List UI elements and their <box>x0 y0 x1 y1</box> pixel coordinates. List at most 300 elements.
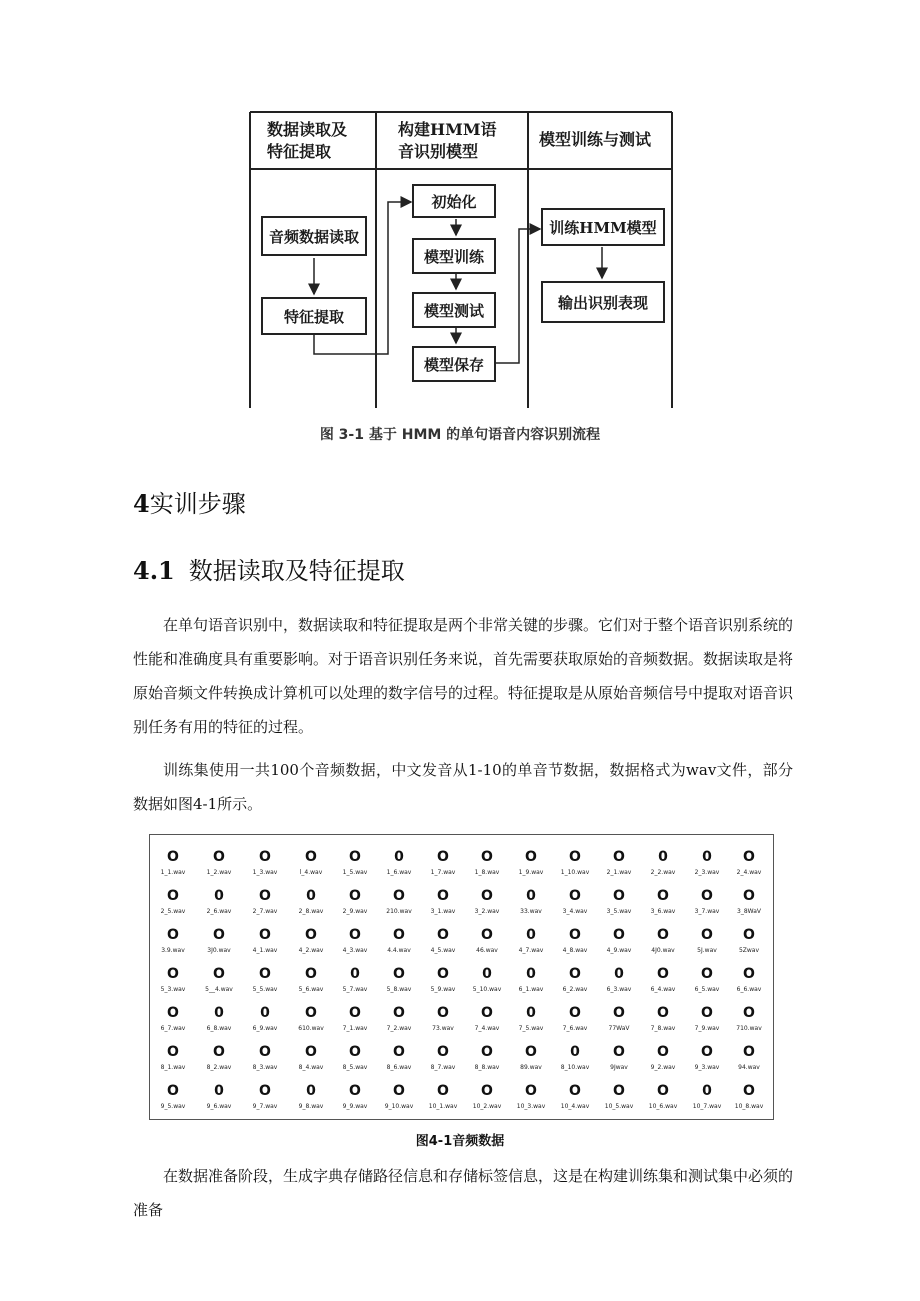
audio-file-item[interactable] <box>641 966 685 994</box>
audio-file-name: 94.wav <box>738 1064 760 1071</box>
audio-file-name: 6_7.wav <box>160 1025 186 1032</box>
audio-file-icon: O <box>349 1044 361 1060</box>
audio-file-item[interactable] <box>243 888 287 916</box>
audio-file-icon: O <box>349 1083 361 1099</box>
audio-file-icon: 0 <box>570 1044 580 1060</box>
audio-file-name: 7_5.wav <box>518 1025 544 1032</box>
audio-file-item[interactable] <box>465 1044 509 1072</box>
audio-file-item[interactable] <box>197 1044 241 1072</box>
audio-file-icon: O <box>481 888 493 904</box>
audio-file-icon: 0 <box>658 849 668 865</box>
audio-file-name: 2_3.wav <box>694 869 720 876</box>
audio-file-item[interactable] <box>333 1005 377 1033</box>
audio-file-icon: O <box>743 966 755 982</box>
figure-3-1-flowchart <box>249 111 673 409</box>
audio-file-icon: O <box>437 1044 449 1060</box>
audio-file-item[interactable] <box>421 1005 465 1033</box>
audio-file-icon: 0 <box>526 1005 536 1021</box>
audio-file-icon: O <box>349 1005 361 1021</box>
audio-file-item[interactable] <box>727 927 771 955</box>
audio-file-item[interactable] <box>197 888 241 916</box>
audio-file-name: 1_7.wav <box>430 869 456 876</box>
audio-file-item[interactable] <box>509 1083 553 1111</box>
audio-file-name: 2_7.wav <box>252 908 278 915</box>
audio-file-item[interactable] <box>509 927 553 955</box>
audio-file-item[interactable] <box>377 888 421 916</box>
audio-file-item[interactable] <box>641 849 685 877</box>
audio-file-icon: O <box>437 966 449 982</box>
audio-file-name: 10_4.wav <box>560 1103 590 1110</box>
audio-file-item[interactable] <box>685 849 729 877</box>
audio-file-name: 9_6.wav <box>206 1103 232 1110</box>
audio-file-item[interactable] <box>151 966 195 994</box>
audio-file-name: 4_9.wav <box>606 947 632 954</box>
audio-file-item[interactable] <box>421 966 465 994</box>
audio-file-name: 3_5.wav <box>606 908 632 915</box>
audio-file-icon: O <box>167 927 179 943</box>
audio-file-item[interactable] <box>377 1083 421 1111</box>
audio-file-icon: O <box>437 888 449 904</box>
audio-file-name: 9_9.wav <box>342 1103 368 1110</box>
audio-file-item[interactable] <box>597 849 641 877</box>
audio-file-item[interactable] <box>685 1044 729 1072</box>
node-output-results: 输出识别表现 <box>541 281 665 323</box>
audio-file-icon: O <box>481 849 493 865</box>
audio-file-icon: 0 <box>526 927 536 943</box>
audio-file-item[interactable] <box>727 849 771 877</box>
audio-file-icon: O <box>167 966 179 982</box>
audio-file-icon: 0 <box>350 966 360 982</box>
audio-file-item[interactable] <box>641 1005 685 1033</box>
audio-file-item[interactable] <box>553 927 597 955</box>
audio-file-name: 3_2.wav <box>474 908 500 915</box>
audio-file-icon: O <box>569 888 581 904</box>
audio-file-item[interactable] <box>243 1005 287 1033</box>
audio-file-icon: O <box>657 888 669 904</box>
audio-file-item[interactable] <box>553 849 597 877</box>
audio-file-icon: 0 <box>394 849 404 865</box>
audio-file-item[interactable] <box>289 927 333 955</box>
audio-file-icon: O <box>393 927 405 943</box>
audio-file-item[interactable] <box>509 888 553 916</box>
figure-3-1-caption: 图 3-1 基于 HMM 的单句语音内容识别流程 <box>319 427 601 443</box>
audio-file-item[interactable] <box>421 1044 465 1072</box>
node-save-model: 模型保存 <box>412 346 496 382</box>
audio-file-icon: O <box>305 1044 317 1060</box>
audio-file-item[interactable] <box>421 1083 465 1111</box>
audio-file-name: 9_3.wav <box>694 1064 720 1071</box>
audio-file-icon: O <box>393 966 405 982</box>
audio-file-icon: O <box>613 1005 625 1021</box>
audio-file-icon: O <box>305 966 317 982</box>
audio-file-icon: O <box>213 927 225 943</box>
audio-file-item[interactable] <box>333 927 377 955</box>
audio-file-item[interactable] <box>333 1044 377 1072</box>
audio-file-item[interactable] <box>151 1083 195 1111</box>
audio-file-name: 5Zwav <box>738 947 760 954</box>
audio-file-name: 1_10.wav <box>560 869 590 876</box>
audio-file-name: 77WaV <box>608 1025 630 1032</box>
audio-file-icon: O <box>259 927 271 943</box>
audio-file-name: 7_9.wav <box>694 1025 720 1032</box>
audio-file-item[interactable] <box>377 849 421 877</box>
audio-file-name: 5_3.wav <box>160 986 186 993</box>
audio-file-icon: O <box>481 1005 493 1021</box>
audio-file-item[interactable] <box>197 927 241 955</box>
audio-file-icon: O <box>569 849 581 865</box>
audio-file-item[interactable] <box>197 1083 241 1111</box>
audio-file-name: 5_8.wav <box>386 986 412 993</box>
audio-file-item[interactable] <box>289 966 333 994</box>
audio-file-icon: O <box>743 849 755 865</box>
audio-file-icon: 0 <box>260 1005 270 1021</box>
audio-file-name: 1_8.wav <box>474 869 500 876</box>
audio-file-icon: O <box>701 966 713 982</box>
audio-file-name: 2_8.wav <box>298 908 324 915</box>
audio-file-name: 6_3.wav <box>606 986 632 993</box>
audio-file-name: 8_1.wav <box>160 1064 186 1071</box>
audio-file-item[interactable] <box>289 849 333 877</box>
audio-file-name: 2_5.wav <box>160 908 186 915</box>
audio-file-name: 73.wav <box>432 1025 454 1032</box>
audio-file-item[interactable] <box>421 849 465 877</box>
audio-file-item[interactable] <box>597 1044 641 1072</box>
audio-file-icon: O <box>259 1044 271 1060</box>
audio-file-icon: O <box>213 966 225 982</box>
audio-file-icon: 0 <box>702 1083 712 1099</box>
audio-file-item[interactable] <box>243 1044 287 1072</box>
audio-file-item[interactable] <box>727 1005 771 1033</box>
audio-file-item[interactable] <box>553 966 597 994</box>
audio-file-item[interactable] <box>597 966 641 994</box>
audio-file-item[interactable] <box>289 1005 333 1033</box>
audio-file-icon: O <box>167 1083 179 1099</box>
audio-file-name: 5_5.wav <box>252 986 278 993</box>
audio-file-item[interactable] <box>289 1083 333 1111</box>
audio-file-name: 2_9.wav <box>342 908 368 915</box>
audio-file-item[interactable] <box>553 1005 597 1033</box>
audio-file-item[interactable] <box>243 966 287 994</box>
audio-file-item[interactable] <box>197 966 241 994</box>
audio-file-item[interactable] <box>685 927 729 955</box>
audio-file-icon: 0 <box>214 1005 224 1021</box>
audio-file-icon: 0 <box>214 1083 224 1099</box>
audio-file-item[interactable] <box>465 849 509 877</box>
audio-file-item[interactable] <box>377 1005 421 1033</box>
audio-file-name: 3.9.wav <box>161 947 185 954</box>
audio-file-item[interactable] <box>243 1083 287 1111</box>
audio-file-icon: O <box>167 1005 179 1021</box>
audio-file-item[interactable] <box>553 888 597 916</box>
audio-file-item[interactable] <box>333 888 377 916</box>
audio-file-name: 4_7.wav <box>518 947 544 954</box>
audio-file-name: 6_1.wav <box>518 986 544 993</box>
audio-file-icon: O <box>167 849 179 865</box>
audio-file-icon: O <box>525 1083 537 1099</box>
audio-file-item[interactable] <box>333 849 377 877</box>
audio-file-icon: O <box>569 1005 581 1021</box>
audio-file-icon: O <box>613 849 625 865</box>
audio-file-icon: O <box>569 966 581 982</box>
audio-file-name: 2_2.wav <box>650 869 676 876</box>
audio-file-name: 8_8.wav <box>474 1064 500 1071</box>
audio-file-item[interactable] <box>151 888 195 916</box>
audio-file-name: 1_9.wav <box>518 869 544 876</box>
audio-file-icon: O <box>213 1044 225 1060</box>
audio-file-item[interactable] <box>333 966 377 994</box>
audio-file-icon: 0 <box>702 849 712 865</box>
audio-file-icon: O <box>305 927 317 943</box>
audio-file-name: 3_8WaV <box>737 908 761 915</box>
paragraph-intro: 在单句语音识别中，数据读取和特征提取是两个非常关键的步骤。它们对于整个语音识别系统的性能和准确度具有重要影响。对于语音识别任务来说，首先需要获取原始的音频数据。数据读取是将原始音频文件转换成计算机可以处理的数字信号的过程。特征提取是从原始音频信号中提取对语音识别任务有用的特征的过程。 <box>133 616 794 736</box>
audio-file-item[interactable] <box>509 849 553 877</box>
audio-file-item[interactable] <box>377 1044 421 1072</box>
audio-file-item[interactable] <box>509 1005 553 1033</box>
audio-file-icon: O <box>701 888 713 904</box>
node-init: 初始化 <box>412 184 496 218</box>
audio-file-name: 10_6.wav <box>648 1103 678 1110</box>
audio-file-name: 8_3.wav <box>252 1064 278 1071</box>
audio-file-name: 5J.wav <box>697 947 717 954</box>
audio-file-name: 9_8.wav <box>298 1103 324 1110</box>
audio-file-icon: O <box>437 849 449 865</box>
audio-file-item[interactable] <box>377 966 421 994</box>
audio-file-name: 3_7.wav <box>694 908 720 915</box>
section-4-title: 实训步骤 <box>149 490 246 518</box>
audio-file-icon: O <box>743 1005 755 1021</box>
audio-file-icon: O <box>393 1083 405 1099</box>
audio-file-icon: O <box>481 1044 493 1060</box>
audio-file-item[interactable] <box>641 888 685 916</box>
audio-file-icon: O <box>743 1044 755 1060</box>
audio-file-item[interactable] <box>509 966 553 994</box>
audio-file-item[interactable] <box>465 927 509 955</box>
audio-file-icon: O <box>613 888 625 904</box>
audio-file-icon: 0 <box>306 1083 316 1099</box>
audio-file-name: 4_5.wav <box>430 947 456 954</box>
audio-file-name: 8_4.wav <box>298 1064 324 1071</box>
audio-file-item[interactable] <box>727 1044 771 1072</box>
audio-file-icon: O <box>349 849 361 865</box>
audio-file-name: 1_5.wav <box>342 869 368 876</box>
audio-file-name: 6_9.wav <box>252 1025 278 1032</box>
audio-file-item[interactable] <box>151 1044 195 1072</box>
audio-file-name: 10_3.wav <box>516 1103 546 1110</box>
audio-file-icon: 0 <box>614 966 624 982</box>
audio-file-name: 46.wav <box>476 947 498 954</box>
lane-title-data-reading: 数据读取及 特征提取 <box>267 120 348 161</box>
audio-file-name: 7_2.wav <box>386 1025 412 1032</box>
audio-file-icon: O <box>701 1005 713 1021</box>
audio-file-icon: 0 <box>482 966 492 982</box>
audio-file-item[interactable] <box>243 927 287 955</box>
audio-file-icon: O <box>657 966 669 982</box>
audio-file-name: 6_2.wav <box>562 986 588 993</box>
audio-file-item[interactable] <box>421 927 465 955</box>
audio-file-name: 6_6.wav <box>736 986 762 993</box>
audio-file-name: 6_8.wav <box>206 1025 232 1032</box>
audio-file-name: 10_7.wav <box>692 1103 722 1110</box>
audio-file-icon: O <box>437 927 449 943</box>
audio-file-name: 2_4.wav <box>736 869 762 876</box>
audio-file-item[interactable] <box>641 1083 685 1111</box>
audio-file-name: 6_4.wav <box>650 986 676 993</box>
audio-file-icon: O <box>393 888 405 904</box>
audio-file-icon: O <box>657 1044 669 1060</box>
audio-file-name: 1_1.wav <box>160 869 186 876</box>
audio-file-item[interactable] <box>289 1044 333 1072</box>
section-4-1-heading <box>133 551 405 586</box>
audio-file-name: 4J0.wav <box>651 947 675 954</box>
paragraph-data-prep: 在数据准备阶段，生成字典存储路径信息和存储标签信息，这是在构建训练集和测试集中必须的准备 <box>133 1167 794 1219</box>
audio-file-item[interactable] <box>641 1044 685 1072</box>
audio-file-icon: O <box>569 1083 581 1099</box>
audio-file-name: 8_5.wav <box>342 1064 368 1071</box>
audio-file-icon: O <box>701 1044 713 1060</box>
audio-file-item[interactable] <box>553 1083 597 1111</box>
audio-file-item[interactable] <box>597 1083 641 1111</box>
audio-file-name: 8_2.wav <box>206 1064 232 1071</box>
audio-file-item[interactable] <box>151 849 195 877</box>
audio-file-icon: O <box>701 927 713 943</box>
audio-file-item[interactable] <box>197 1005 241 1033</box>
audio-file-item[interactable] <box>421 888 465 916</box>
audio-file-item[interactable] <box>727 966 771 994</box>
figure-4-1-caption: 图4-1音频数据 <box>415 1134 505 1149</box>
section-4-heading <box>133 484 246 519</box>
audio-file-name: 710.wav <box>736 1025 762 1032</box>
audio-file-item[interactable] <box>727 888 771 916</box>
audio-file-name: 10_1.wav <box>428 1103 458 1110</box>
audio-file-item[interactable] <box>597 888 641 916</box>
audio-file-icon: O <box>525 1044 537 1060</box>
node-train-hmm: 训练HMM模型 <box>541 208 665 246</box>
audio-file-icon: O <box>437 1083 449 1099</box>
lane-title-hmm-model: 构建HMM语 音识别模型 <box>398 120 497 161</box>
audio-file-name: 4_1.wav <box>252 947 278 954</box>
audio-file-name: 10_5.wav <box>604 1103 634 1110</box>
audio-file-name: 1_2.wav <box>206 869 232 876</box>
audio-file-item[interactable] <box>197 849 241 877</box>
audio-file-name: 7_8.wav <box>650 1025 676 1032</box>
audio-file-icon: O <box>657 927 669 943</box>
audio-file-icon: 0 <box>526 888 536 904</box>
audio-file-item[interactable] <box>641 927 685 955</box>
audio-file-name: 1_6.wav <box>386 869 412 876</box>
node-test-model: 模型测试 <box>412 292 496 328</box>
audio-file-item[interactable] <box>465 1083 509 1111</box>
audio-file-name: 89.wav <box>520 1064 542 1071</box>
audio-file-name: 9_10.wav <box>384 1103 414 1110</box>
section-4-number: 4 <box>133 489 150 518</box>
audio-file-item[interactable] <box>333 1083 377 1111</box>
audio-file-name: 2_6.wav <box>206 908 232 915</box>
audio-file-icon: O <box>613 1044 625 1060</box>
audio-file-item[interactable] <box>597 1005 641 1033</box>
audio-file-item[interactable] <box>553 1044 597 1072</box>
audio-file-icon: O <box>613 927 625 943</box>
audio-file-item[interactable] <box>465 1005 509 1033</box>
audio-file-icon: 0 <box>526 966 536 982</box>
paragraph-dataset: 训练集使用一共100个音频数据，中文发音从1-10的单音节数据，数据格式为wav文件，部分数据如图4-1所示。 <box>133 761 793 813</box>
audio-file-icon: O <box>167 888 179 904</box>
audio-file-icon: O <box>657 1083 669 1099</box>
audio-file-name: 210.wav <box>386 908 412 915</box>
audio-file-name: 7_1.wav <box>342 1025 368 1032</box>
audio-file-name: 1_3.wav <box>252 869 278 876</box>
audio-file-icon: O <box>525 849 537 865</box>
audio-file-icon: O <box>569 927 581 943</box>
audio-file-name: 8_6.wav <box>386 1064 412 1071</box>
audio-file-name: l_4.wav <box>299 869 323 876</box>
audio-file-name: 3_1.wav <box>430 908 456 915</box>
audio-file-item[interactable] <box>465 966 509 994</box>
audio-file-icon: O <box>349 888 361 904</box>
audio-file-icon: O <box>305 849 317 865</box>
audio-file-icon: O <box>167 1044 179 1060</box>
audio-file-item[interactable] <box>685 1083 729 1111</box>
audio-file-icon: O <box>481 1083 493 1099</box>
audio-file-name: 4_3.wav <box>342 947 368 954</box>
audio-file-name: 3_4.wav <box>562 908 588 915</box>
audio-file-icon: O <box>437 1005 449 1021</box>
audio-file-name: 6_5.wav <box>694 986 720 993</box>
audio-file-icon: O <box>305 1005 317 1021</box>
audio-file-icon: 0 <box>306 888 316 904</box>
audio-file-item[interactable] <box>727 1083 771 1111</box>
audio-file-item[interactable] <box>685 888 729 916</box>
audio-file-item[interactable] <box>685 966 729 994</box>
node-train-model: 模型训练 <box>412 238 496 274</box>
audio-file-item[interactable] <box>509 1044 553 1072</box>
audio-file-item[interactable] <box>597 927 641 955</box>
figure-4-1-audio-files <box>149 834 774 1120</box>
section-4-1-title: 数据读取及特征提取 <box>188 557 405 585</box>
audio-file-name: 3J0.wav <box>207 947 231 954</box>
audio-file-icon: O <box>393 1005 405 1021</box>
audio-file-icon: O <box>743 1083 755 1099</box>
audio-file-name: 5_10.wav <box>472 986 502 993</box>
audio-file-name: 33.wav <box>520 908 542 915</box>
audio-file-name: 2_1.wav <box>606 869 632 876</box>
audio-file-name: 7_6.wav <box>562 1025 588 1032</box>
audio-file-name: 5_7.wav <box>342 986 368 993</box>
audio-file-item[interactable] <box>289 888 333 916</box>
audio-file-icon: O <box>481 927 493 943</box>
audio-file-icon: O <box>349 927 361 943</box>
audio-file-item[interactable] <box>465 888 509 916</box>
audio-file-name: 4_2.wav <box>298 947 324 954</box>
audio-file-icon: O <box>259 1083 271 1099</box>
audio-file-name: 7_4.wav <box>474 1025 500 1032</box>
audio-file-icon: O <box>393 1044 405 1060</box>
audio-file-item[interactable] <box>151 1005 195 1033</box>
audio-file-name: 9_2.wav <box>650 1064 676 1071</box>
audio-file-item[interactable] <box>685 1005 729 1033</box>
audio-file-name: 5_6.wav <box>298 986 324 993</box>
audio-file-icon: O <box>259 849 271 865</box>
node-feature-extract: 特征提取 <box>261 297 367 335</box>
audio-file-name: 9Jwav <box>610 1064 628 1071</box>
audio-file-name: 9_7.wav <box>252 1103 278 1110</box>
audio-file-name: 5__4.wav <box>205 986 233 993</box>
audio-file-icon: O <box>743 927 755 943</box>
audio-file-item[interactable] <box>377 927 421 955</box>
section-4-1-number: 4.1 <box>133 556 175 585</box>
audio-file-item[interactable] <box>243 849 287 877</box>
audio-file-name: 10_8.wav <box>734 1103 764 1110</box>
audio-file-item[interactable] <box>151 927 195 955</box>
